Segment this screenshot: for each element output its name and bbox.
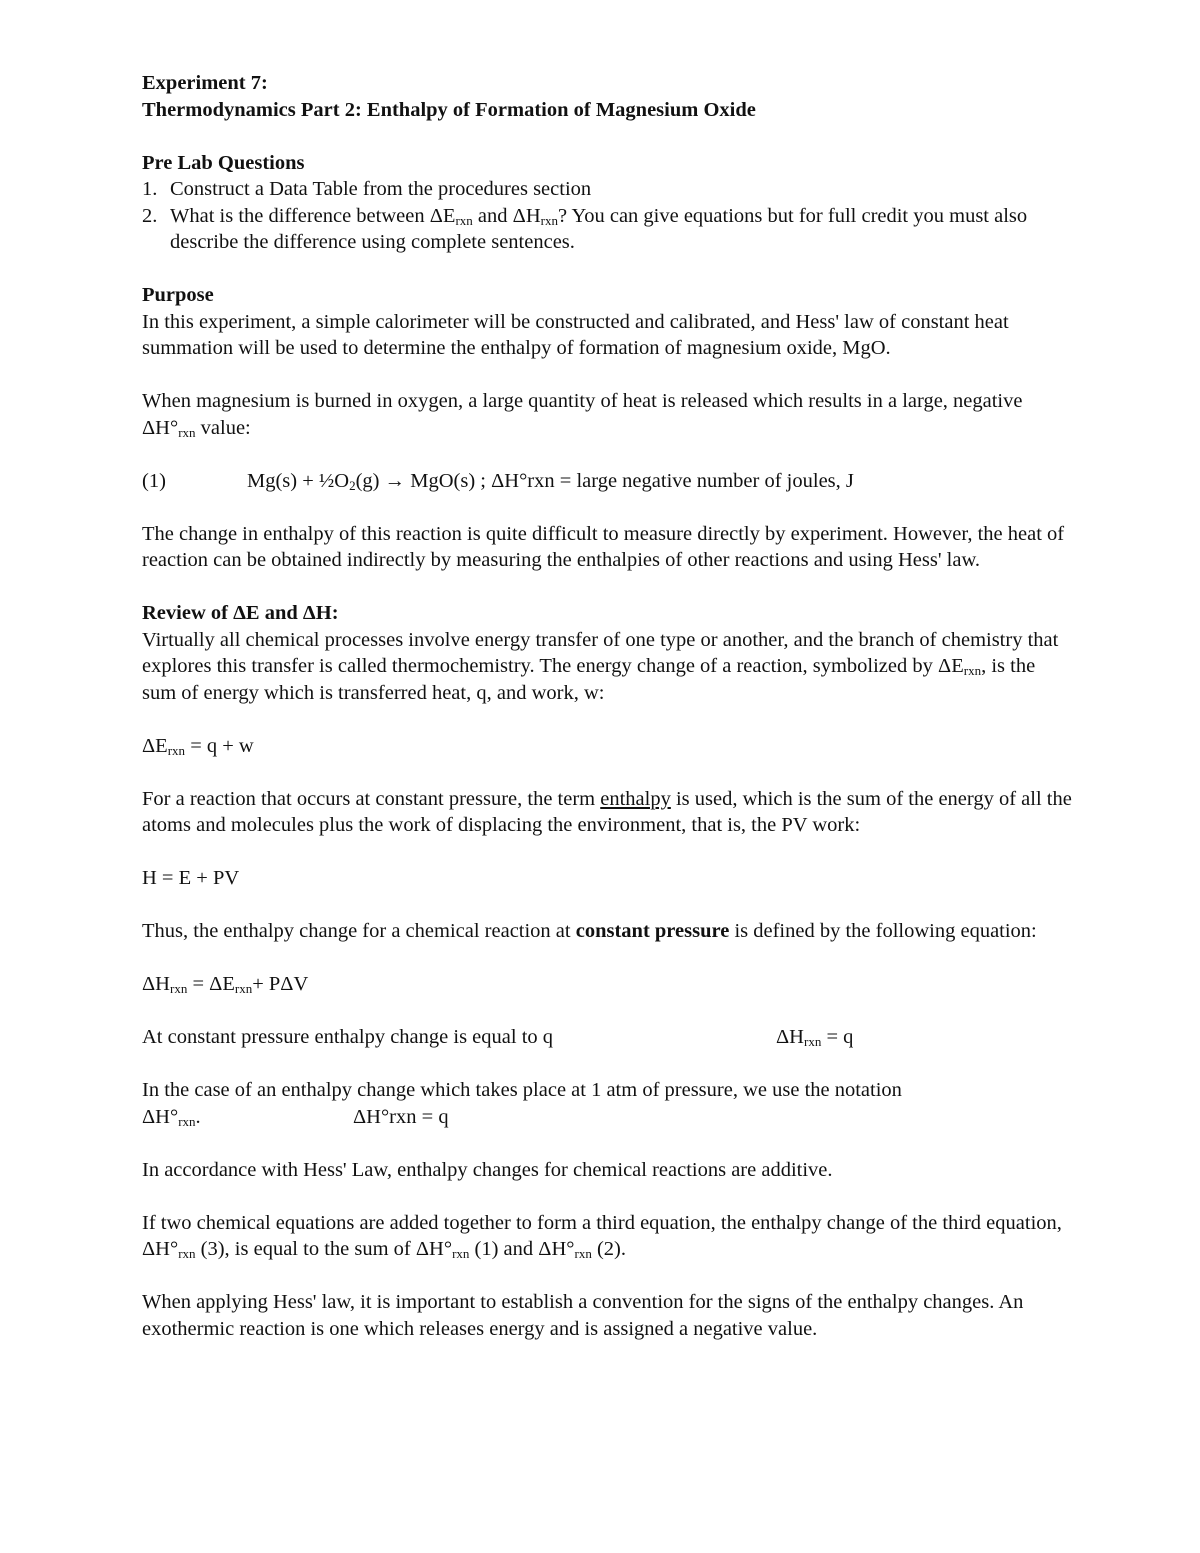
review-paragraph-2: For a reaction that occurs at constant pressure, the term enthalpy is used, which is the sum of the energy of all the atoms and molecules plus the work of displacing the environment, that is, the PV work: [142,787,1072,836]
purpose-heading: Purpose [142,284,214,306]
prelab-heading: Pre Lab Questions [142,151,305,174]
equation-energy: $\Delta E_{rxn} = q + w$ [142,734,254,758]
review-heading: Review of ΔE and ΔH: [142,602,339,624]
equation-enthalpy-change: $\Delta H_{rxn} = \Delta E_{rxn}+ P\Delta V$ [142,973,309,996]
review-paragraph-7: If two chemical equations are added together to form a third equation, the enthalpy change of the third equation, $\Delta H^\circ_{rxn}$ (3), is equal to the sum of $\Delta H^\circ_{rxn}$ (1) and $\Delta H^\circ_{rxn}$ (2). [142,1211,1062,1261]
purpose-paragraph-3: The change in enthalpy of this reaction is quite difficult to measure directly by experiment. However, the heat of reaction can be obtained indirectly by measuring the enthalpies of other reactions and using Hess' law. [142,522,1065,571]
purpose-paragraph-1: In this experiment, a simple calorimeter will be constructed and calibrated, and Hess' law of constant heat summation will be used to determine the enthalpy of formation of magnesium oxide, MgO. [142,310,1009,359]
prelab-question-2: 2. What is the difference between $\Delta E_{rxn}$ and $\Delta H_{rxn}$? You can give equations but for full credit you must also describe the difference using complete sentences. [142,204,1028,253]
equation-1: (1) $Mg(s) + \frac{1}{2}O_2(g) \to MgO(s)$ ; ΔH°rxn = large negative number of joules, J [142,469,854,493]
review-paragraph-3: Thus, the enthalpy change for a chemical reaction at constant pressure is defined by the following equation: [142,920,1037,942]
review-paragraph-5: In the case of an enthalpy change which takes place at 1 atm of pressure, we use the notation [142,1079,902,1101]
prelab-list [142,176,1072,256]
standard-notation-line: $\Delta H^\circ_{rxn}$. ΔH°rxn = q [142,1105,449,1129]
equation-dh-q: $\Delta H_{rxn} = q$ [776,1026,854,1049]
review-paragraph-6: In accordance with Hess' Law, enthalpy changes for chemical reactions are additive. [142,1158,833,1181]
review-paragraph-4: At constant pressure enthalpy change is equal to q $\Delta H_{rxn} = q$ [142,1026,854,1049]
doc-title: Experiment 7: [142,72,268,94]
equation-standard-dh-q: ΔH°rxn = q [353,1105,449,1128]
equation-enthalpy: H = E + PV [142,867,240,889]
purpose-paragraph-2: When magnesium is burned in oxygen, a large quantity of heat is released which results in a large, negative $\Delta H^\circ_{rxn}$ value: [142,390,1023,440]
prelab-question-1: 1. Construct a Data Table from the procedures section [142,178,592,200]
review-paragraph-8: When applying Hess' law, it is important to establish a convention for the signs of the enthalpy changes. An exothermic reaction is one which releases energy and is assigned a negative value. [142,1291,1024,1340]
review-paragraph-1: Virtually all chemical processes involve energy transfer of one type or another, and the branch of chemistry that explores this transfer is called thermochemistry. The energy change of a reaction, symbolized by $\Delta E_{rxn}$, is the sum of energy which is transferred heat, q, and work, w: [142,628,1059,704]
document-page [142,70,1072,1342]
doc-subtitle: Thermodynamics Part 2: Enthalpy of Formation of Magnesium Oxide [142,98,756,121]
